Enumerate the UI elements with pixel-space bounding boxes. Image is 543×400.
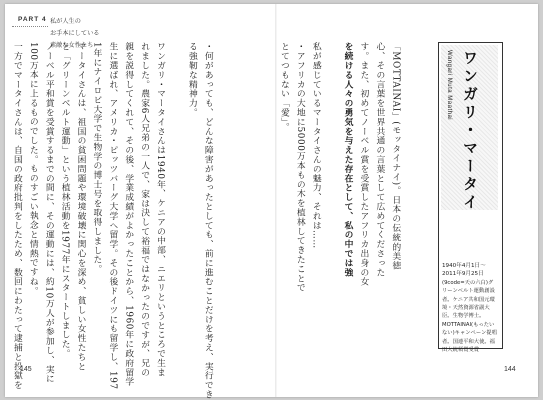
profile-description: (9code=天の六白)グリーンベルト運動創設者。ケニア共和国元環境・天然資源省副大臣。生物学博士。MOTTAINAI(もったいない)キャンペーン提唱者。国連平和大使。福田大統領賞受賞 <box>442 279 497 354</box>
text-column: 一方でマータイさんは、自国の政府批判をしたため、数回にわたって逮捕と投獄を <box>11 42 22 390</box>
text-column: ワンガリ・マータイさんは1940年、ケニアの中部、ニエリというところで生ま <box>155 42 166 377</box>
header-dotted-line <box>12 26 48 27</box>
page-number-left: 145 <box>20 366 32 373</box>
profile-name-ja: ワンガリ・マータイ <box>461 50 479 212</box>
text-column: 「MOTTAINAI」(モッタイナイ)。日本の伝統的美徳 <box>390 42 401 271</box>
right-page-body <box>275 42 402 347</box>
text-column: す。また、初めてノーベル賞を受賞したアフリカ出身の女 <box>358 42 369 287</box>
text-column: マータイさんは、祖国の貧困問題や環境破壊に関心を深め、貧しい女性たちと <box>75 42 86 371</box>
text-column: る強靭な精神力。 <box>186 42 197 118</box>
text-column: ノーベル平和賞を受賞するまでの間に、その運動には、約10万人が参加し、実に <box>43 42 54 384</box>
text-column: とてつもない「愛」。 <box>278 42 289 132</box>
text-column <box>323 42 339 347</box>
text-column: 親を説得してくれて、その後、学業成績がよかったことから、1960年に政府留学 <box>123 42 134 387</box>
profile-dates: 1940年4月1日～2011年9月25日 <box>442 263 486 278</box>
text-column: 私が感じているマータイさんの魅力、それは…… <box>310 42 321 249</box>
text-column <box>167 42 183 347</box>
part-subtitle-line: 素敵な女性たち <box>50 42 94 49</box>
page-number-right: 144 <box>504 366 516 373</box>
text-column: ・何があっても、どんな障害があったとしても、前に進むことだけを考え、実行でき <box>202 42 213 400</box>
profile-bio <box>442 262 498 354</box>
text-column-emphasis: を続ける人々の勇気を与えた存在として、私の中では強 <box>342 42 353 277</box>
profile-name-en: Wangari Muta Maathai <box>446 50 452 121</box>
part-subtitle-line: お手本にしている <box>50 30 100 37</box>
text-column: 100万本に上るものでした。ものすごい執念と情熱ですね。 <box>27 42 38 296</box>
part-label <box>18 16 47 23</box>
part-number: PART 4 <box>18 16 47 23</box>
text-column: 生に選ばれ、アメリカ・ピッツバーグ大学へ留学。その後ドイツにも留学し、197 <box>107 42 118 390</box>
text-column: と「グリーンベルト運動」という植林活動を1977年にスタートしました。 <box>59 42 70 359</box>
text-column: 心、その言葉を世界共通の言葉として広めてくださった <box>374 42 385 277</box>
text-column: 1年にナイロビ大学で生物学の博士号を取得しました。 <box>91 42 102 274</box>
part-subtitle-line: 私が人生の <box>50 18 81 25</box>
text-column: れました。農家6人兄弟の一人で、家は決して裕福ではなかったのですが、兄の <box>139 42 150 378</box>
text-column: ・アフリカの大地に5000万本もの木を植林してきたことで <box>294 42 305 293</box>
